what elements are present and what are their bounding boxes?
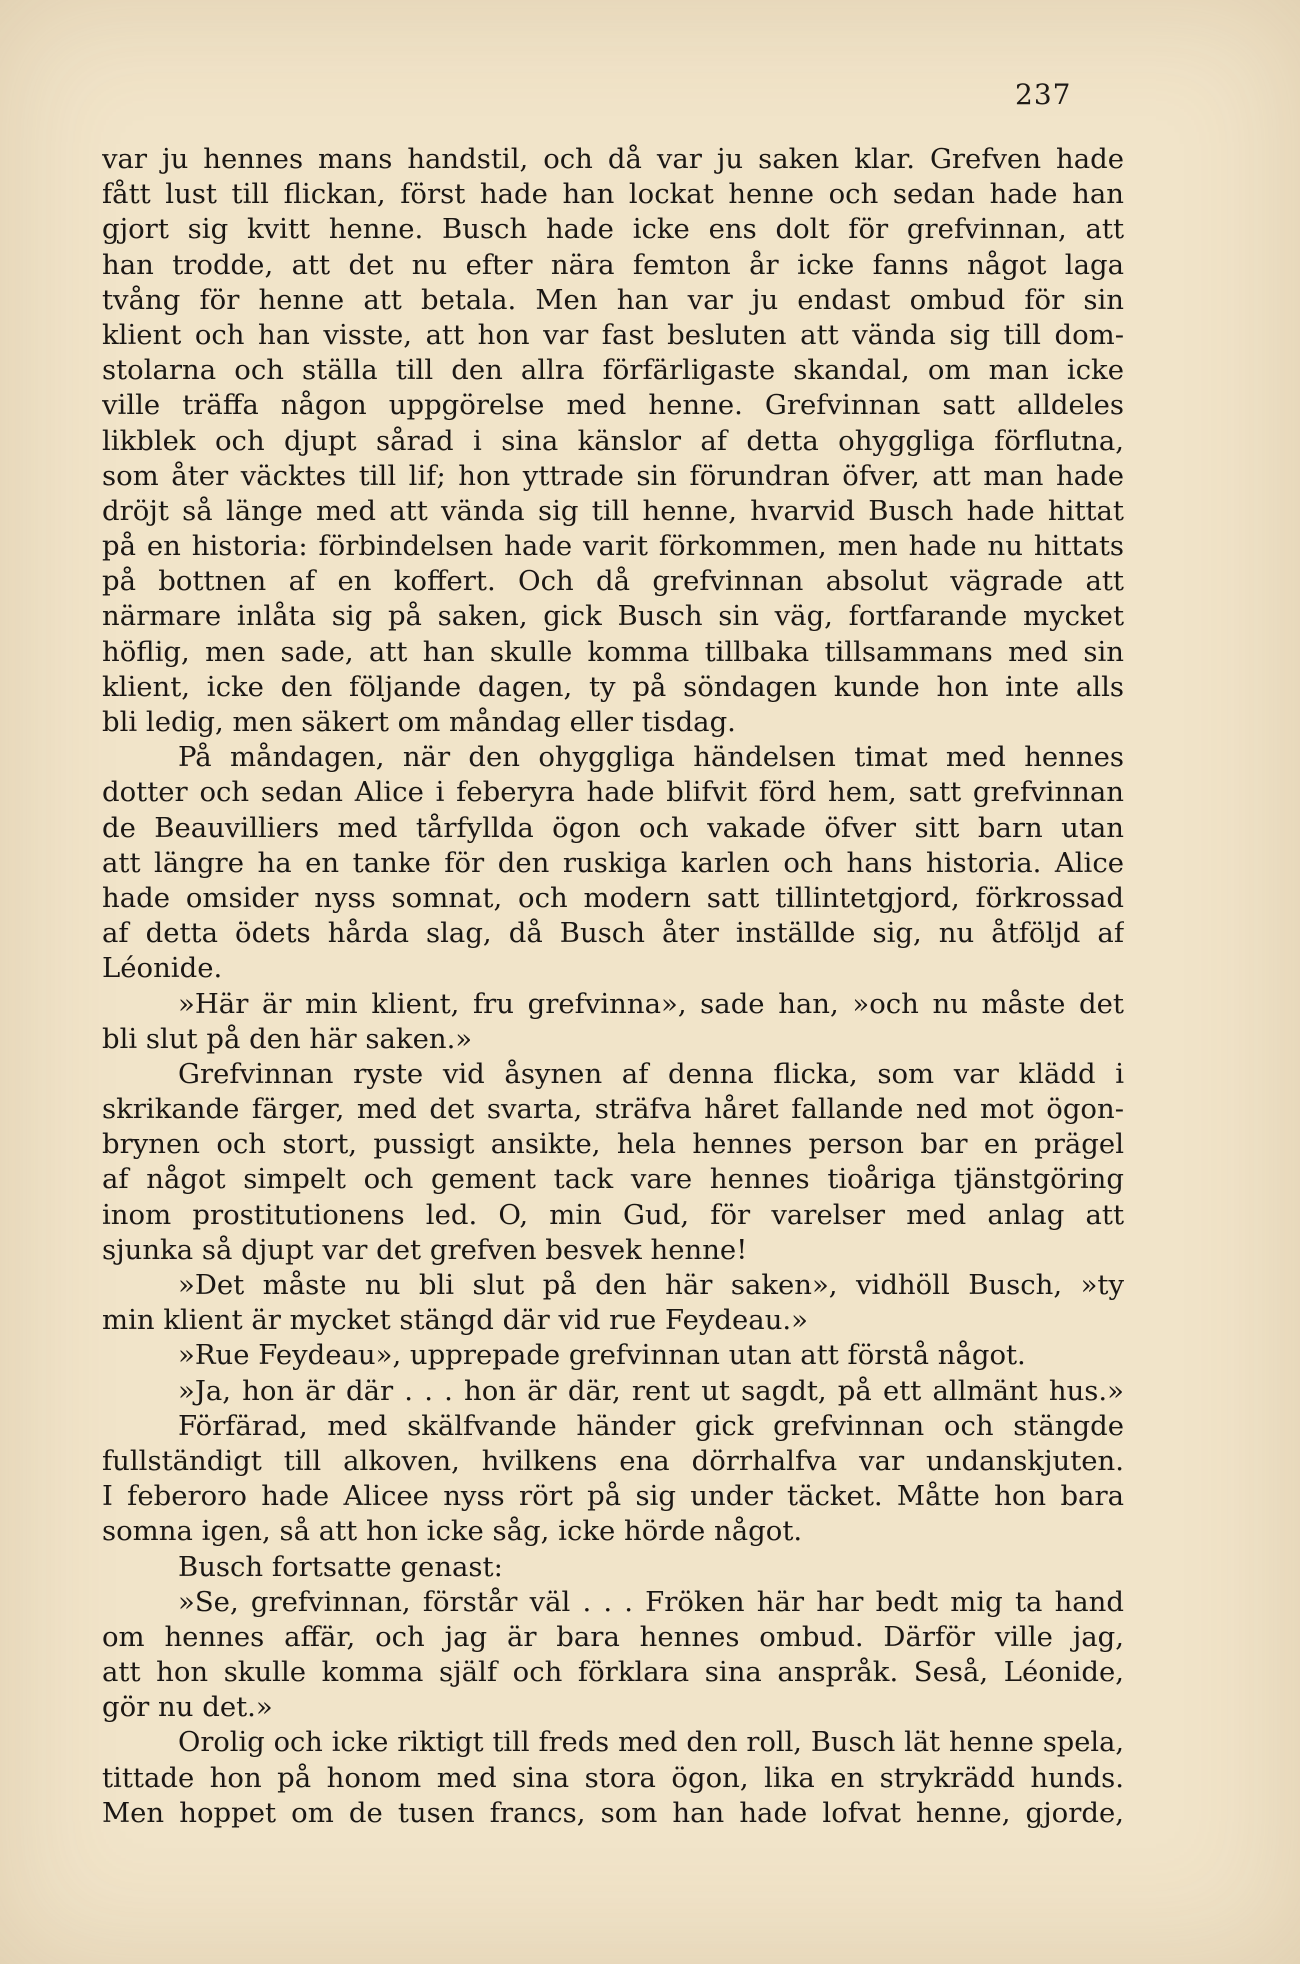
text-line: stolarna och ställa till den allra förfärligaste skandal, om man icke xyxy=(102,354,1124,387)
text-line: Förfärad, med skälfvande händer gick grefvinnan och stängde xyxy=(178,1409,1124,1442)
text-line: höflig, men sade, att han skulle komma tillbaka tillsammans med sin xyxy=(102,635,1124,668)
text-line: att hon skulle komma själf och förklara sina anspråk. Seså, Léonide, xyxy=(102,1656,1124,1689)
text-line: fullständigt till alkoven, hvilkens ena dörrhalfva var undanskjuten. xyxy=(102,1444,1124,1477)
text-line: gjort sig kvitt henne. Busch hade icke ens dolt för grefvinnan, att xyxy=(102,213,1124,246)
text-line: var ju hennes mans handstil, och då var ju saken klar. Grefven hade xyxy=(102,143,1124,175)
text-line: klient och han visste, att hon var fast besluten att vända sig till dom- xyxy=(102,318,1124,351)
text-line: närmare inlåta sig på saken, gick Busch sin väg, fortfarande mycket xyxy=(102,600,1124,633)
text-line: hade omsider nyss somnat, och modern satt tillintetgjord, förkrossad xyxy=(102,881,1124,914)
page-number: 237 xyxy=(1015,78,1072,111)
text-line: somna igen, så att hon icke såg, icke hörde något. xyxy=(102,1515,803,1548)
text-line: »Rue Feydeau», upprepade grefvinnan utan att förstå något. xyxy=(178,1339,1026,1372)
text-line: dotter och sedan Alice i feberyra hade blifvit förd hem, satt grefvinnan xyxy=(102,776,1124,809)
text-line: de Beauvilliers med tårfyllda ögon och vakade öfver sitt barn utan xyxy=(102,811,1124,844)
text-line: Grefvinnan ryste vid åsynen af denna flicka, som var klädd i xyxy=(178,1057,1124,1090)
text-line: inom prostitutionens led. O, min Gud, för varelser med anlag att xyxy=(102,1198,1124,1231)
text-line: skrikande färger, med det svarta, sträfva håret fallande ned mot ögon- xyxy=(102,1093,1124,1126)
text-line: ville träffa någon uppgörelse med henne. Grefvinnan satt alldeles xyxy=(102,389,1124,422)
text-line: om hennes affär, och jag är bara hennes ombud. Därför ville jag, xyxy=(102,1620,1124,1653)
text-line: »Se, grefvinnan, förstår väl . . . Fröken här har bedt mig ta hand xyxy=(178,1585,1124,1618)
text-line: på bottnen af en koffert. Och då grefvinnan absolut vägrade att xyxy=(102,565,1124,598)
text-line: dröjt så länge med att vända sig till henne, hvarvid Busch hade hittat xyxy=(102,494,1124,527)
text-line: likblek och djupt sårad i sina känslor af detta ohyggliga förflutna, xyxy=(102,424,1124,457)
text-line: På måndagen, när den ohyggliga händelsen timat med hennes xyxy=(178,741,1124,774)
text-line: brynen och stort, pussigt ansikte, hela hennes person bar en prägel xyxy=(102,1128,1124,1161)
text-line: han trodde, att det nu efter nära femton år icke fanns något laga xyxy=(102,248,1124,281)
text-line: Busch fortsatte genast: xyxy=(178,1550,503,1583)
text-line: gör nu det.» xyxy=(102,1691,273,1724)
text-line: Men hoppet om de tusen francs, som han hade lofvat henne, gjorde, xyxy=(102,1796,1124,1829)
text-line: tittade hon på honom med sina stora ögon, lika en strykrädd hunds. xyxy=(102,1761,1124,1794)
text-line: »Det måste nu bli slut på den här saken», vidhöll Busch, »ty xyxy=(178,1269,1124,1301)
text-line: »Här är min klient, fru grefvinna», sade han, »och nu måste det xyxy=(178,987,1124,1020)
text-line: I feberoro hade Alicee nyss rört på sig under täcket. Måtte hon bara xyxy=(102,1480,1124,1513)
body-text xyxy=(102,142,1124,1831)
text-line: bli ledig, men säkert om måndag eller tisdag. xyxy=(102,706,736,738)
text-line: af detta ödets hårda slag, då Busch åter inställde sig, nu åtföljd af xyxy=(102,917,1124,950)
text-line: på en historia: förbindelsen hade varit förkommen, men hade nu hittats xyxy=(102,530,1124,563)
text-line: som åter väcktes till lif; hon yttrade sin förundran öfver, att man hade xyxy=(102,459,1124,492)
text-line: fått lust till flickan, först hade han lockat henne och sedan hade han xyxy=(102,178,1124,211)
text-line: Léonide. xyxy=(102,952,223,985)
text-line: bli slut på den här saken.» xyxy=(102,1022,473,1055)
text-line: att längre ha en tanke för den ruskiga karlen och hans historia. Alice xyxy=(102,846,1124,879)
text-line: tvång för henne att betala. Men han var ju endast ombud för sin xyxy=(102,283,1124,316)
text-line: sjunka så djupt var det grefven besvek henne! xyxy=(102,1233,748,1266)
text-line: min klient är mycket stängd där vid rue Feydeau.» xyxy=(102,1304,808,1337)
text-line: af något simpelt och gement tack vare hennes tioåriga tjänstgöring xyxy=(102,1163,1124,1196)
text-line: Orolig och icke riktigt till freds med den roll, Busch lät henne spela, xyxy=(178,1727,1124,1759)
text-line: »Ja, hon är där . . . hon är där, rent ut sagdt, på ett allmänt hus.» xyxy=(178,1374,1124,1407)
text-line: klient, icke den följande dagen, ty på söndagen kunde hon inte alls xyxy=(102,670,1124,703)
